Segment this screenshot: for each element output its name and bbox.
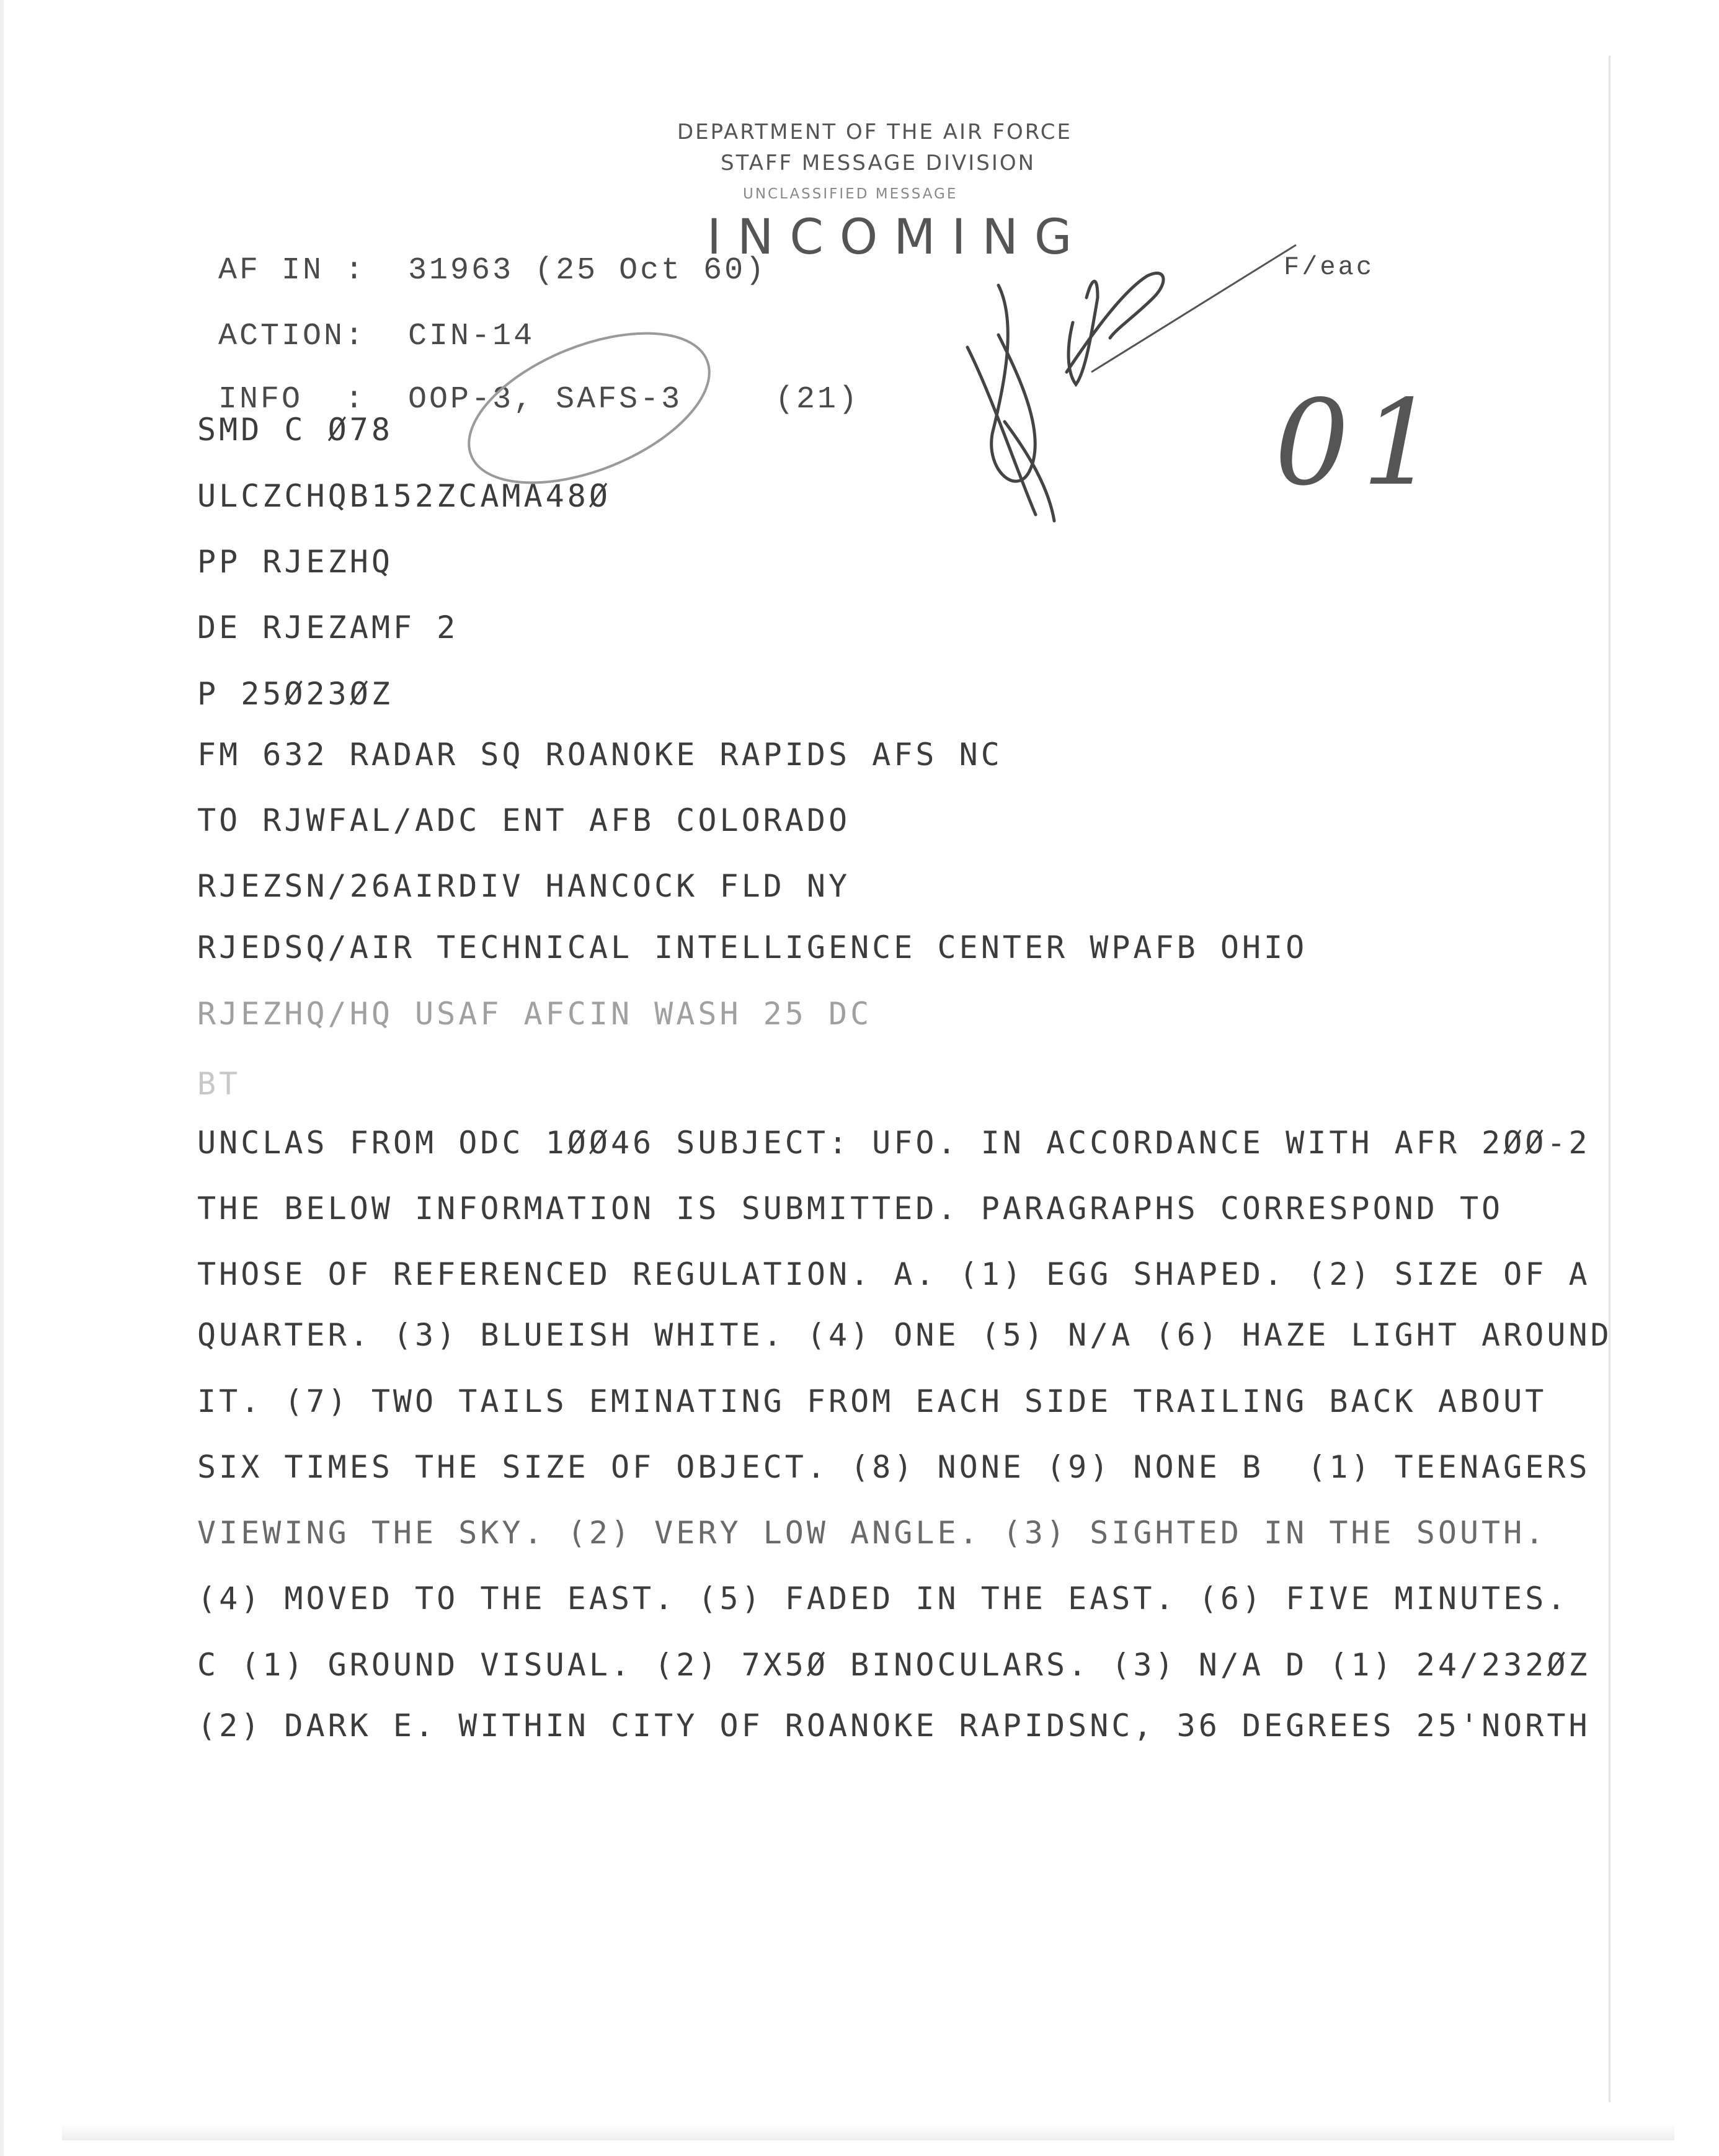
handwritten-initials-icon	[967, 273, 1163, 521]
body-line-2: THE BELOW INFORMATION IS SUBMITTED. PARAGRAPHS CORRESPOND TO	[197, 1191, 1504, 1227]
message-line-from: FM 632 RADAR SQ ROANOKE RAPIDS AFS NC	[197, 737, 1003, 773]
body-line-4: QUARTER. (3) BLUEISH WHITE. (4) ONE (5) N/A (6) HAZE LIGHT AROUND	[197, 1317, 1612, 1353]
body-line-7: VIEWING THE SKY. (2) VERY LOW ANGLE. (3) SIGHTED IN THE SOUTH.	[197, 1515, 1547, 1551]
message-line-routing-code: ULCZCHQB152ZCAMA48Ø	[197, 478, 611, 514]
body-line-9: C (1) GROUND VISUAL. (2) 7X5Ø BINOCULARS. (3) N/A D (1) 24/232ØZ	[197, 1647, 1591, 1683]
body-line-3: THOSE OF REFERENCED REGULATION. A. (1) EGG SHAPED. (2) SIZE OF A	[197, 1256, 1591, 1292]
message-line-priority: P 25Ø23ØZ	[197, 676, 393, 712]
body-line-1: UNCLAS FROM ODC 1ØØ46 SUBJECT: UFO. IN ACCORDANCE WITH AFR 2ØØ-2	[197, 1125, 1591, 1161]
message-line-to: TO RJWFAL/ADC ENT AFB COLORADO	[197, 802, 851, 838]
message-line-smd: SMD C Ø78	[197, 412, 393, 448]
message-line-addressee-3: RJEZHQ/HQ USAF AFCIN WASH 25 DC	[197, 996, 873, 1032]
file-code: F/eac	[1284, 252, 1375, 282]
body-line-5: IT. (7) TWO TAILS EMINATING FROM EACH SIDE TRAILING BACK ABOUT	[197, 1383, 1547, 1419]
af-in-line: AF IN : 31963 (25 Oct 60)	[218, 253, 767, 288]
message-line-pp: PP RJEZHQ	[197, 544, 393, 580]
classification-heading: UNCLASSIFIED MESSAGE	[743, 186, 958, 202]
body-line-10: (2) DARK E. WITHIN CITY OF ROANOKE RAPIDSNC, 36 DEGREES 25'NORTH	[197, 1708, 1591, 1744]
handwritten-slash-icon	[1091, 245, 1296, 372]
info-count: (21)	[775, 382, 860, 417]
message-line-bt: BT	[197, 1066, 241, 1102]
division-heading: STAFF MESSAGE DIVISION	[721, 151, 1036, 175]
message-line-addressee-1: RJEZSN/26AIRDIV HANCOCK FLD NY	[197, 868, 851, 904]
body-line-8: (4) MOVED TO THE EAST. (5) FADED IN THE EAST. (6) FIVE MINUTES.	[197, 1581, 1569, 1617]
handwritten-number: 01	[1274, 375, 1449, 512]
action-line: ACTION: CIN-14	[218, 319, 535, 354]
message-line-addressee-2: RJEDSQ/AIR TECHNICAL INTELLIGENCE CENTER WPAFB OHIO	[197, 929, 1308, 965]
message-line-de: DE RJEZAMF 2	[197, 610, 459, 645]
department-heading: DEPARTMENT OF THE AIR FORCE	[677, 120, 1072, 144]
incoming-heading: INCOMING	[707, 210, 1088, 265]
body-line-6: SIX TIMES THE SIZE OF OBJECT. (8) NONE (9) NONE B (1) TEENAGERS	[197, 1449, 1591, 1485]
info-line: INFO : OOP-3, SAFS-3	[218, 382, 683, 417]
